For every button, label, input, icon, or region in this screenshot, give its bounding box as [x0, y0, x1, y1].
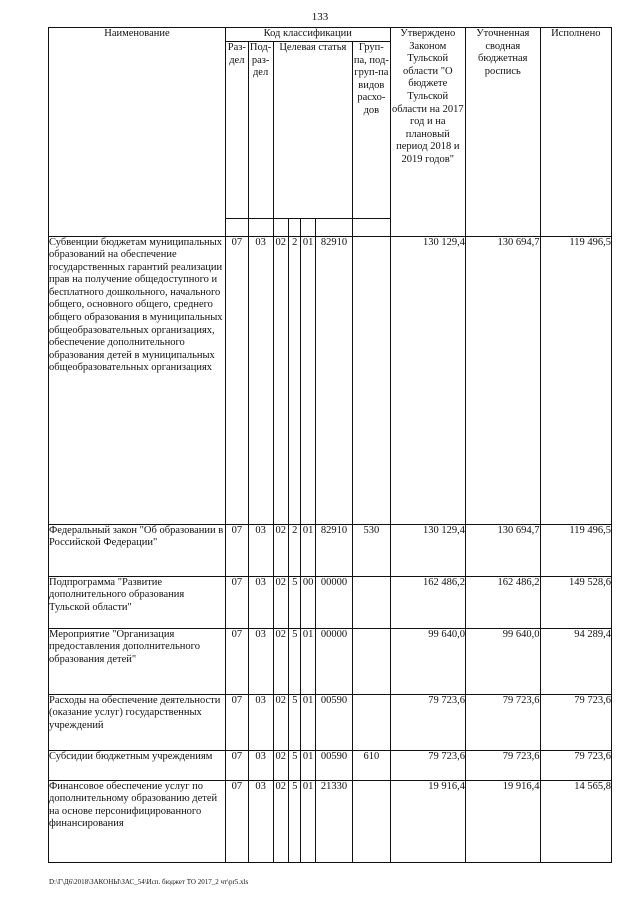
row-name: Субсидии бюджетным учреждениям [49, 750, 226, 780]
row-podrazdel: 03 [248, 628, 273, 694]
header-blank [301, 218, 315, 236]
row-cs-subprogram: 2 [289, 524, 301, 576]
row-podrazdel: 03 [248, 524, 273, 576]
row-cs-event: 01 [301, 236, 315, 524]
row-refined: 79 723,6 [466, 694, 541, 750]
header-refined: Уточненная сводная бюджетная роспись [466, 28, 541, 237]
row-executed: 119 496,5 [540, 524, 611, 576]
row-approved: 19 916,4 [390, 780, 466, 862]
row-razdel: 07 [225, 236, 248, 524]
row-cs-program: 02 [273, 750, 289, 780]
row-cs-direction: 00000 [315, 576, 352, 628]
table-row [49, 236, 612, 524]
row-cs-event: 01 [301, 694, 315, 750]
row-expense-type [353, 694, 390, 750]
header-razdel: Раз-дел [225, 42, 248, 219]
header-executed: Исполнено [540, 28, 611, 237]
row-cs-program: 02 [273, 780, 289, 862]
row-approved: 130 129,4 [390, 524, 466, 576]
row-expense-type [353, 576, 390, 628]
header-name: Наименование [49, 28, 226, 237]
table-body [49, 236, 612, 862]
row-podrazdel: 03 [248, 780, 273, 862]
row-cs-direction: 82910 [315, 524, 352, 576]
row-expense-type [353, 628, 390, 694]
table-row [49, 628, 612, 694]
table-row [49, 576, 612, 628]
row-cs-event: 01 [301, 628, 315, 694]
row-razdel: 07 [225, 694, 248, 750]
row-executed: 14 565,8 [540, 780, 611, 862]
row-cs-subprogram: 5 [289, 750, 301, 780]
row-approved: 162 486,2 [390, 576, 466, 628]
row-approved: 99 640,0 [390, 628, 466, 694]
header-blank [289, 218, 301, 236]
header-code-group: Код классификации [225, 28, 390, 42]
row-cs-subprogram: 2 [289, 236, 301, 524]
row-podrazdel: 03 [248, 694, 273, 750]
row-executed: 79 723,6 [540, 694, 611, 750]
row-executed: 79 723,6 [540, 750, 611, 780]
header-celevaya: Целевая статья [273, 42, 353, 218]
row-podrazdel: 03 [248, 236, 273, 524]
row-cs-program: 02 [273, 628, 289, 694]
row-refined: 130 694,7 [466, 236, 541, 524]
table-row [49, 694, 612, 750]
row-cs-program: 02 [273, 236, 289, 524]
row-name: Субвенции бюджетам муниципальных образований на обеспечение государственных гарантий реализации прав на получение общедоступного и бесплатного дошкольного, начального общего, основного общего, среднего общего образования в муниципальных общеобразовательных организациях, обеспечение дополнительного образования детей в муниципальных общеобразовательных организациях [49, 236, 226, 524]
page-number: 133 [311, 11, 329, 23]
row-approved: 79 723,6 [390, 750, 466, 780]
table-row [49, 750, 612, 780]
row-refined: 99 640,0 [466, 628, 541, 694]
header-blank [353, 218, 390, 236]
row-cs-subprogram: 5 [289, 780, 301, 862]
budget-table [48, 27, 612, 863]
header-blank [315, 218, 352, 236]
row-expense-type [353, 236, 390, 524]
row-cs-program: 02 [273, 694, 289, 750]
row-podrazdel: 03 [248, 750, 273, 780]
row-approved: 79 723,6 [390, 694, 466, 750]
row-approved: 130 129,4 [390, 236, 466, 524]
row-refined: 19 916,4 [466, 780, 541, 862]
row-executed: 149 528,6 [540, 576, 611, 628]
table-row [49, 780, 612, 862]
header-blank [248, 218, 273, 236]
row-cs-event: 00 [301, 576, 315, 628]
row-cs-program: 02 [273, 524, 289, 576]
row-name: Подпрограмма "Развитие дополнительного образования Тульской области" [49, 576, 226, 628]
row-razdel: 07 [225, 628, 248, 694]
header-blank [225, 218, 248, 236]
header-blank [273, 218, 289, 236]
row-podrazdel: 03 [248, 576, 273, 628]
row-executed: 119 496,5 [540, 236, 611, 524]
row-expense-type: 530 [353, 524, 390, 576]
row-cs-subprogram: 5 [289, 694, 301, 750]
row-expense-type [353, 780, 390, 862]
row-cs-event: 01 [301, 780, 315, 862]
row-name: Финансовое обеспечение услуг по дополнительному образованию детей на основе персонифицированного финансирования [49, 780, 226, 862]
row-cs-direction: 00590 [315, 694, 352, 750]
row-cs-program: 02 [273, 576, 289, 628]
header-gruppa: Груп-па, под-груп-па видов расхо-дов [353, 42, 390, 219]
table-row [49, 524, 612, 576]
row-cs-direction: 21330 [315, 780, 352, 862]
row-cs-subprogram: 5 [289, 628, 301, 694]
row-cs-direction: 00000 [315, 628, 352, 694]
footer-file-path: D:\Г\Д6\2018\ЗАКОНЫ\ЗАС_54\Исп. бюджет ТО 2017_2 чт\pr5.xls [49, 878, 249, 886]
row-cs-event: 01 [301, 524, 315, 576]
row-razdel: 07 [225, 524, 248, 576]
row-cs-event: 01 [301, 750, 315, 780]
row-refined: 162 486,2 [466, 576, 541, 628]
row-name: Мероприятие "Организация предоставления дополнительного образования детей" [49, 628, 226, 694]
row-razdel: 07 [225, 780, 248, 862]
row-razdel: 07 [225, 750, 248, 780]
row-refined: 79 723,6 [466, 750, 541, 780]
row-razdel: 07 [225, 576, 248, 628]
row-refined: 130 694,7 [466, 524, 541, 576]
header-podrazdel: Под-раз-дел [248, 42, 273, 219]
row-name: Расходы на обеспечение деятельности (оказание услуг) государственных учреждений [49, 694, 226, 750]
row-name: Федеральный закон "Об образовании в Российской Федерации" [49, 524, 226, 576]
row-executed: 94 289,4 [540, 628, 611, 694]
row-cs-direction: 00590 [315, 750, 352, 780]
row-expense-type: 610 [353, 750, 390, 780]
row-cs-subprogram: 5 [289, 576, 301, 628]
header-approved: Утверждено Законом Тульской области "О бюджете Тульской области на 2017 год и на плановый период 2018 и 2019 годов" [390, 28, 466, 237]
row-cs-direction: 82910 [315, 236, 352, 524]
